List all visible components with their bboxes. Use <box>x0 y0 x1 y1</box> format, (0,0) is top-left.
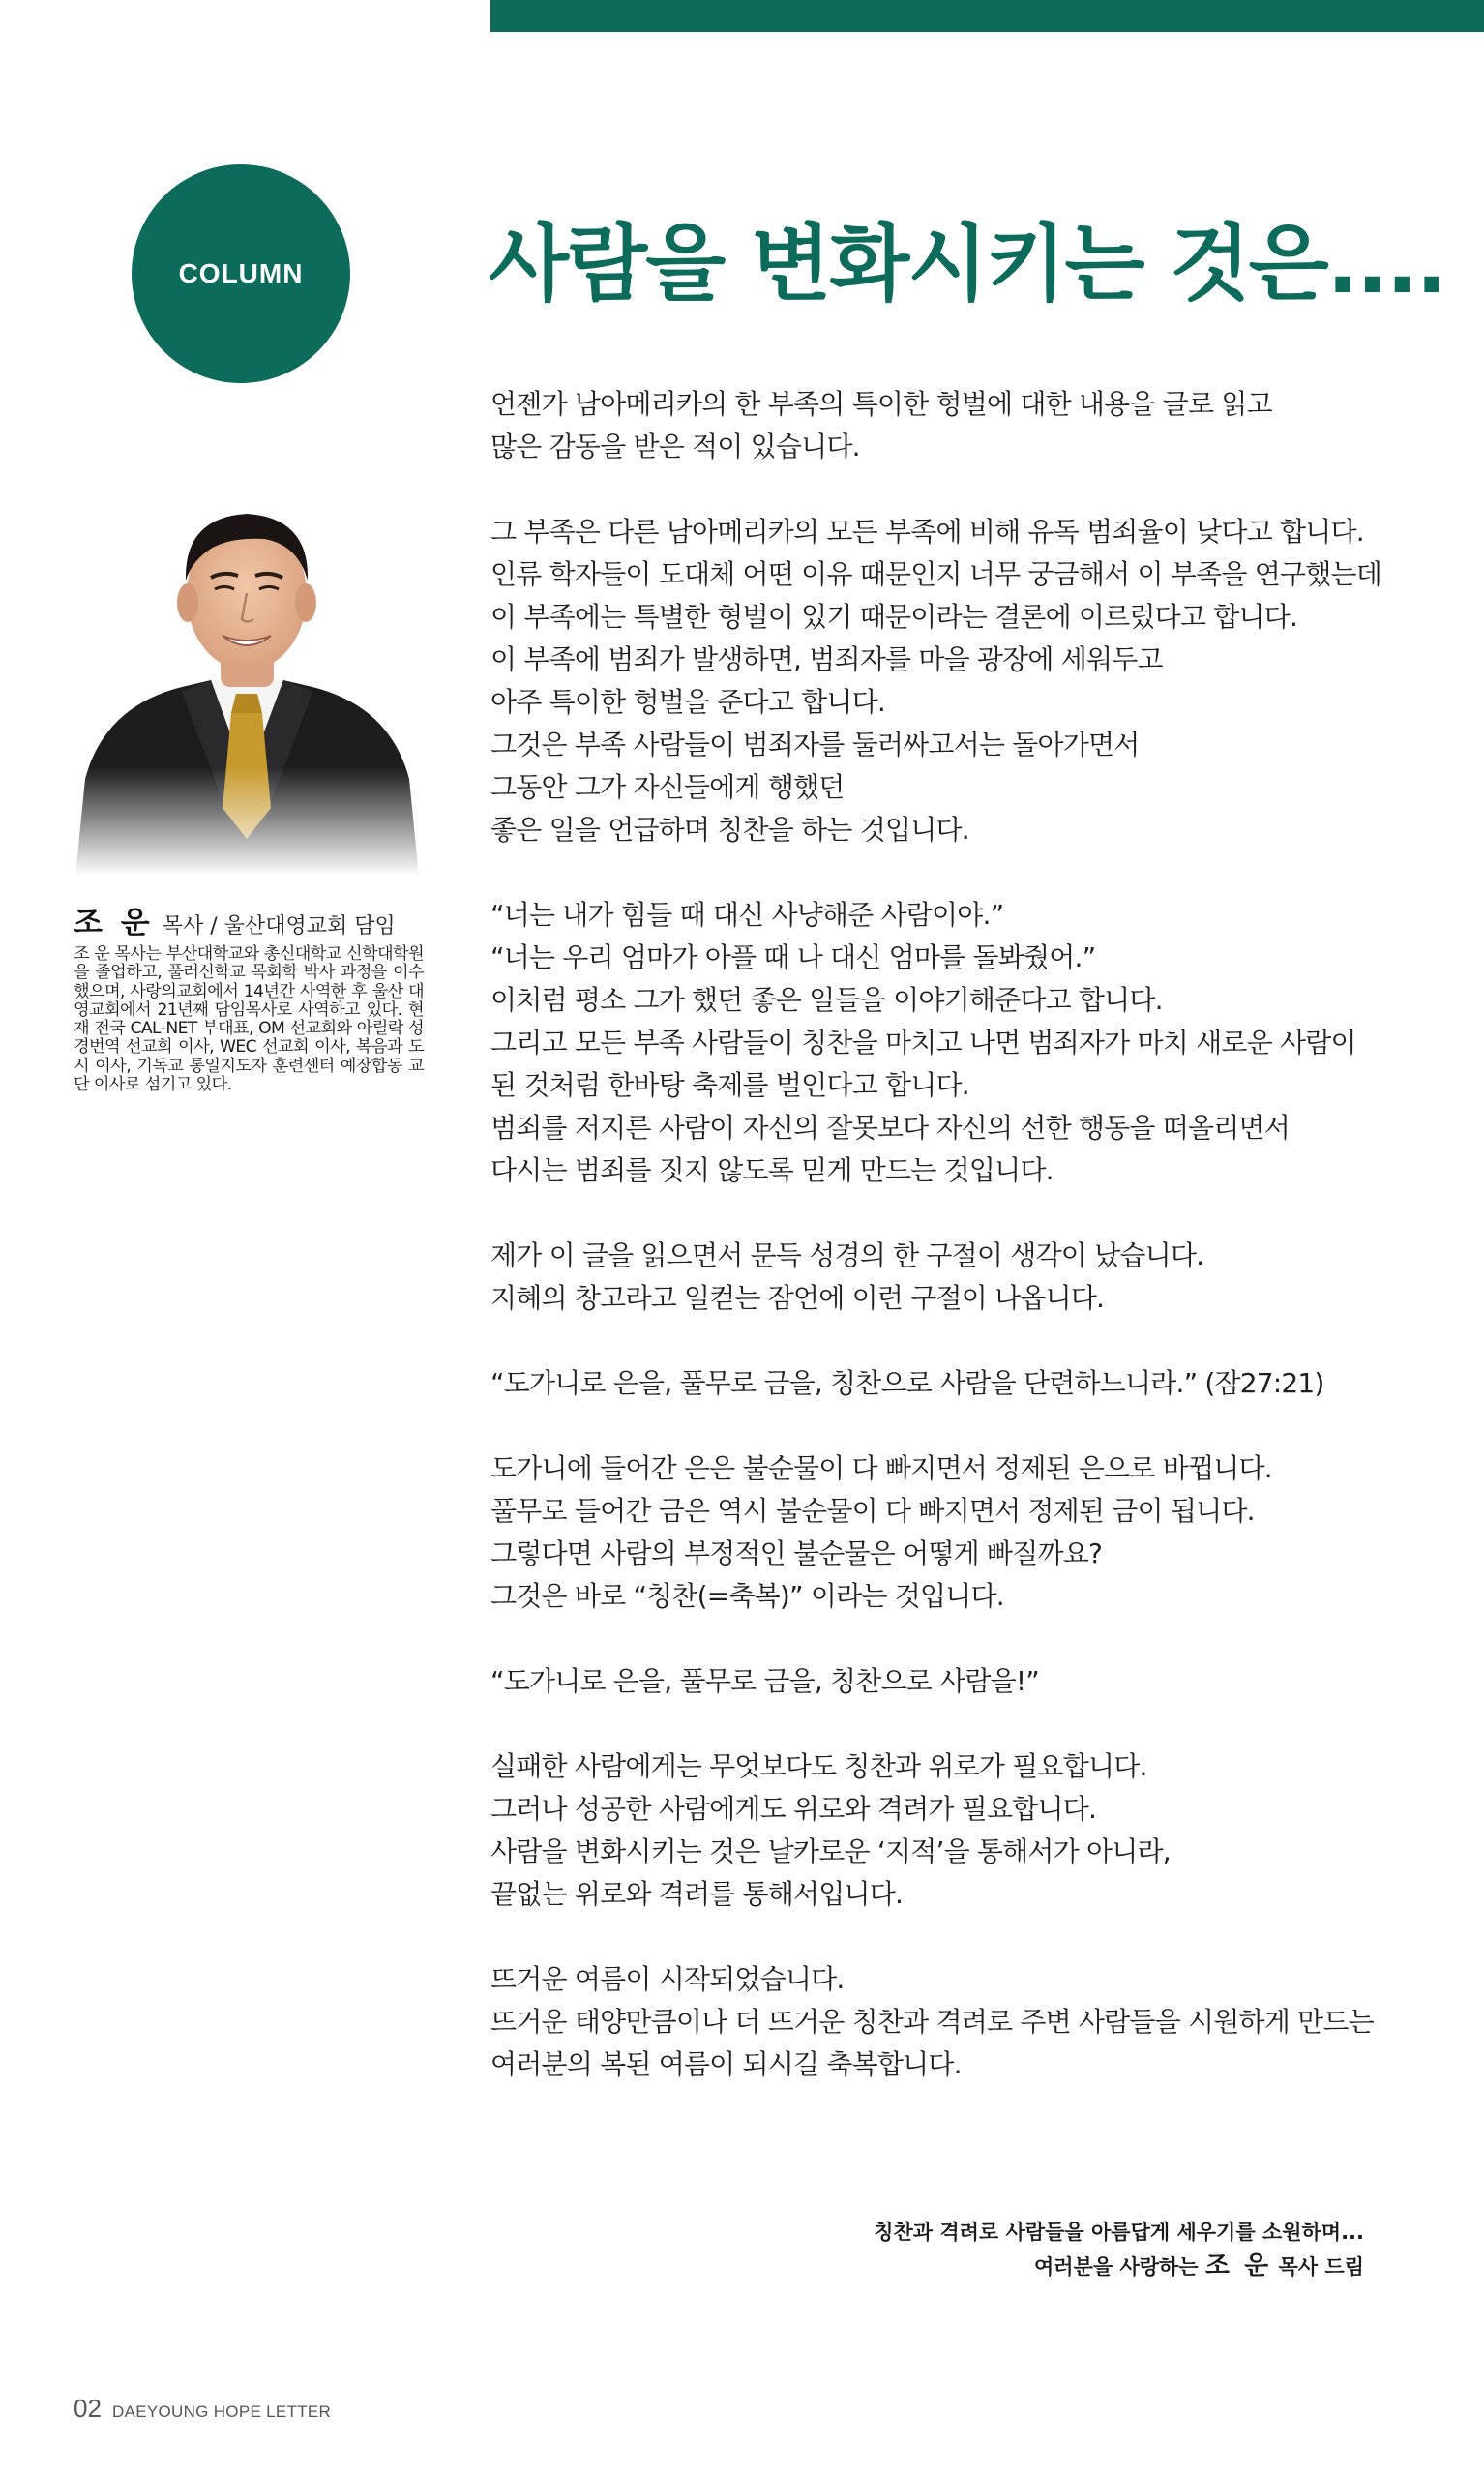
body-line: 여러분의 복된 여름이 되시길 축복합니다. <box>490 2048 962 2080</box>
top-accent-bar <box>490 0 1484 32</box>
body-line: 언젠가 남아메리카의 한 부족의 특이한 형벌에 대한 내용을 글로 읽고 <box>490 388 1272 420</box>
closing-line-2 <box>687 2250 1364 2284</box>
closing-signature <box>687 2216 1364 2284</box>
body-line: 그러나 성공한 사람에게도 위로와 격려가 필요합니다. <box>490 1793 1097 1825</box>
article-title: 사람을 변화시키는 것은.... <box>489 216 1446 313</box>
body-line: “너는 우리 엄마가 아플 때 나 대신 엄마를 돌봐줬어.” <box>490 941 1096 973</box>
body-line: 그동안 그가 자신들에게 행했던 <box>490 771 845 803</box>
body-paragraph <box>490 511 1439 851</box>
body-line: 제가 이 글을 읽으면서 문득 성경의 한 구절이 생각이 났습니다. <box>490 1239 1204 1271</box>
body-line: 이 부족에 범죄가 발생하면, 범죄자를 마을 광장에 세워두고 <box>490 643 1163 675</box>
body-paragraph <box>490 1362 1439 1405</box>
publication-name: DAEYOUNG HOPE LETTER <box>112 2402 332 2421</box>
body-line: 된 것처럼 한바탕 축제를 벌인다고 합니다. <box>490 1069 969 1101</box>
closing-author-name: 조 운 <box>1204 2251 1272 2281</box>
body-line: 그렇다면 사람의 부정적인 불순물은 어떻게 빠질까요? <box>490 1537 1103 1569</box>
body-line: 이 부족에는 특별한 형벌이 있기 때문이라는 결론에 이르렀다고 합니다. <box>490 601 1298 633</box>
body-paragraph <box>490 383 1439 468</box>
body-line: 사람을 변화시키는 것은 날카로운 ‘지적’을 통해서가 아니라, <box>490 1835 1171 1867</box>
body-line: 많은 감동을 받은 적이 있습니다. <box>490 431 860 462</box>
body-paragraph <box>490 1745 1439 1916</box>
body-line: 그리고 모든 부족 사람들이 칭찬을 마치고 나면 범죄자가 마치 새로운 사람이 <box>490 1027 1356 1059</box>
body-line: 실패한 사람에게는 무엇보다도 칭찬과 위로가 필요합니다. <box>490 1750 1147 1782</box>
body-line: 아주 특이한 형벌을 준다고 합니다. <box>490 686 885 718</box>
body-line: “너는 내가 힘들 때 대신 사냥해준 사람이야.” <box>490 899 1004 931</box>
body-paragraph <box>490 1958 1439 2086</box>
body-line: 뜨거운 여름이 시작되었습니다. <box>490 1963 845 1995</box>
column-badge <box>132 164 350 383</box>
body-line: 그 부족은 다른 남아메리카의 모든 부족에 비해 유독 범죄율이 낮다고 합니다. <box>490 516 1364 548</box>
body-line: 다시는 범죄를 짓지 않도록 믿게 만드는 것입니다. <box>490 1154 1054 1186</box>
body-line: 끝없는 위로와 격려를 통해서입니다. <box>490 1878 904 1910</box>
body-line: “도가니로 은을, 풀무로 금을, 칭찬으로 사람을 단련하느니라.” (잠27:21) <box>490 1367 1324 1399</box>
closing-prefix: 여러분을 사랑하는 <box>1034 2255 1199 2279</box>
body-line: 도가니에 들어간 은은 불순물이 다 빠지면서 정제된 은으로 바뀝니다. <box>490 1452 1272 1484</box>
body-line: “도가니로 은을, 풀무로 금을, 칭찬으로 사람을!” <box>490 1665 1040 1697</box>
article-body <box>490 383 1439 2129</box>
page-number: 02 <box>74 2394 102 2423</box>
body-line: 이처럼 평소 그가 했던 좋은 일들을 이야기해준다고 합니다. <box>490 984 1163 1016</box>
author-name-line <box>74 898 441 941</box>
closing-line-1: 칭찬과 격려로 사람들을 아름답게 세우기를 소원하며... <box>874 2221 1364 2244</box>
body-line: 지혜의 창고라고 일컫는 잠언에 이런 구절이 나옵니다. <box>490 1282 1105 1314</box>
body-line: 그것은 바로 “칭찬(=축복)” 이라는 것입니다. <box>490 1580 1004 1612</box>
body-paragraph <box>490 1235 1439 1320</box>
author-bio: 조 운 목사는 부산대학교와 총신대학교 신학대학원을 졸업하고, 풀러신학교 목회학 박사 과정을 이수했으며, 사랑의교회에서 14년간 사역한 후 울산 대영교회에서 21년째 담임목사로 사역하고 있다. 현재 전국 CAL-NET 부대표, OM 선교회와 아릴락 성경번역 선교회 이사, WEC 선교회 이사, 복음과 도시 이사, 기독교 통일지도자 훈련센터 예장합동 교단 이사로 섬기고 있다. <box>74 944 424 1095</box>
body-paragraph <box>490 1447 1439 1618</box>
body-paragraph <box>490 1660 1439 1703</box>
author-photo <box>66 489 429 876</box>
body-paragraph <box>490 894 1439 1192</box>
author-title: 목사 / 울산대영교회 담임 <box>162 914 396 939</box>
body-line: 그것은 부족 사람들이 범죄자를 둘러싸고서는 돌아가면서 <box>490 729 1140 760</box>
page-footer <box>74 2394 331 2424</box>
body-line: 뜨거운 태양만큼이나 더 뜨거운 칭찬과 격려로 주변 사람들을 시원하게 만드는 <box>490 2006 1374 2038</box>
body-line: 풀무로 들어간 금은 역시 불순물이 다 빠지면서 정제된 금이 됩니다. <box>490 1495 1255 1527</box>
closing-suffix: 목사 드림 <box>1278 2255 1364 2279</box>
body-line: 인류 학자들이 도대체 어떤 이유 때문인지 너무 궁금해서 이 부족을 연구했는데 <box>490 558 1381 590</box>
body-line: 좋은 일을 언급하며 칭찬을 하는 것입니다. <box>490 814 969 846</box>
column-badge-label: COLUMN <box>178 258 304 288</box>
body-line: 범죄를 저지른 사람이 자신의 잘못보다 자신의 선한 행동을 떠올리면서 <box>490 1112 1290 1144</box>
author-name: 조 운 <box>74 906 154 940</box>
